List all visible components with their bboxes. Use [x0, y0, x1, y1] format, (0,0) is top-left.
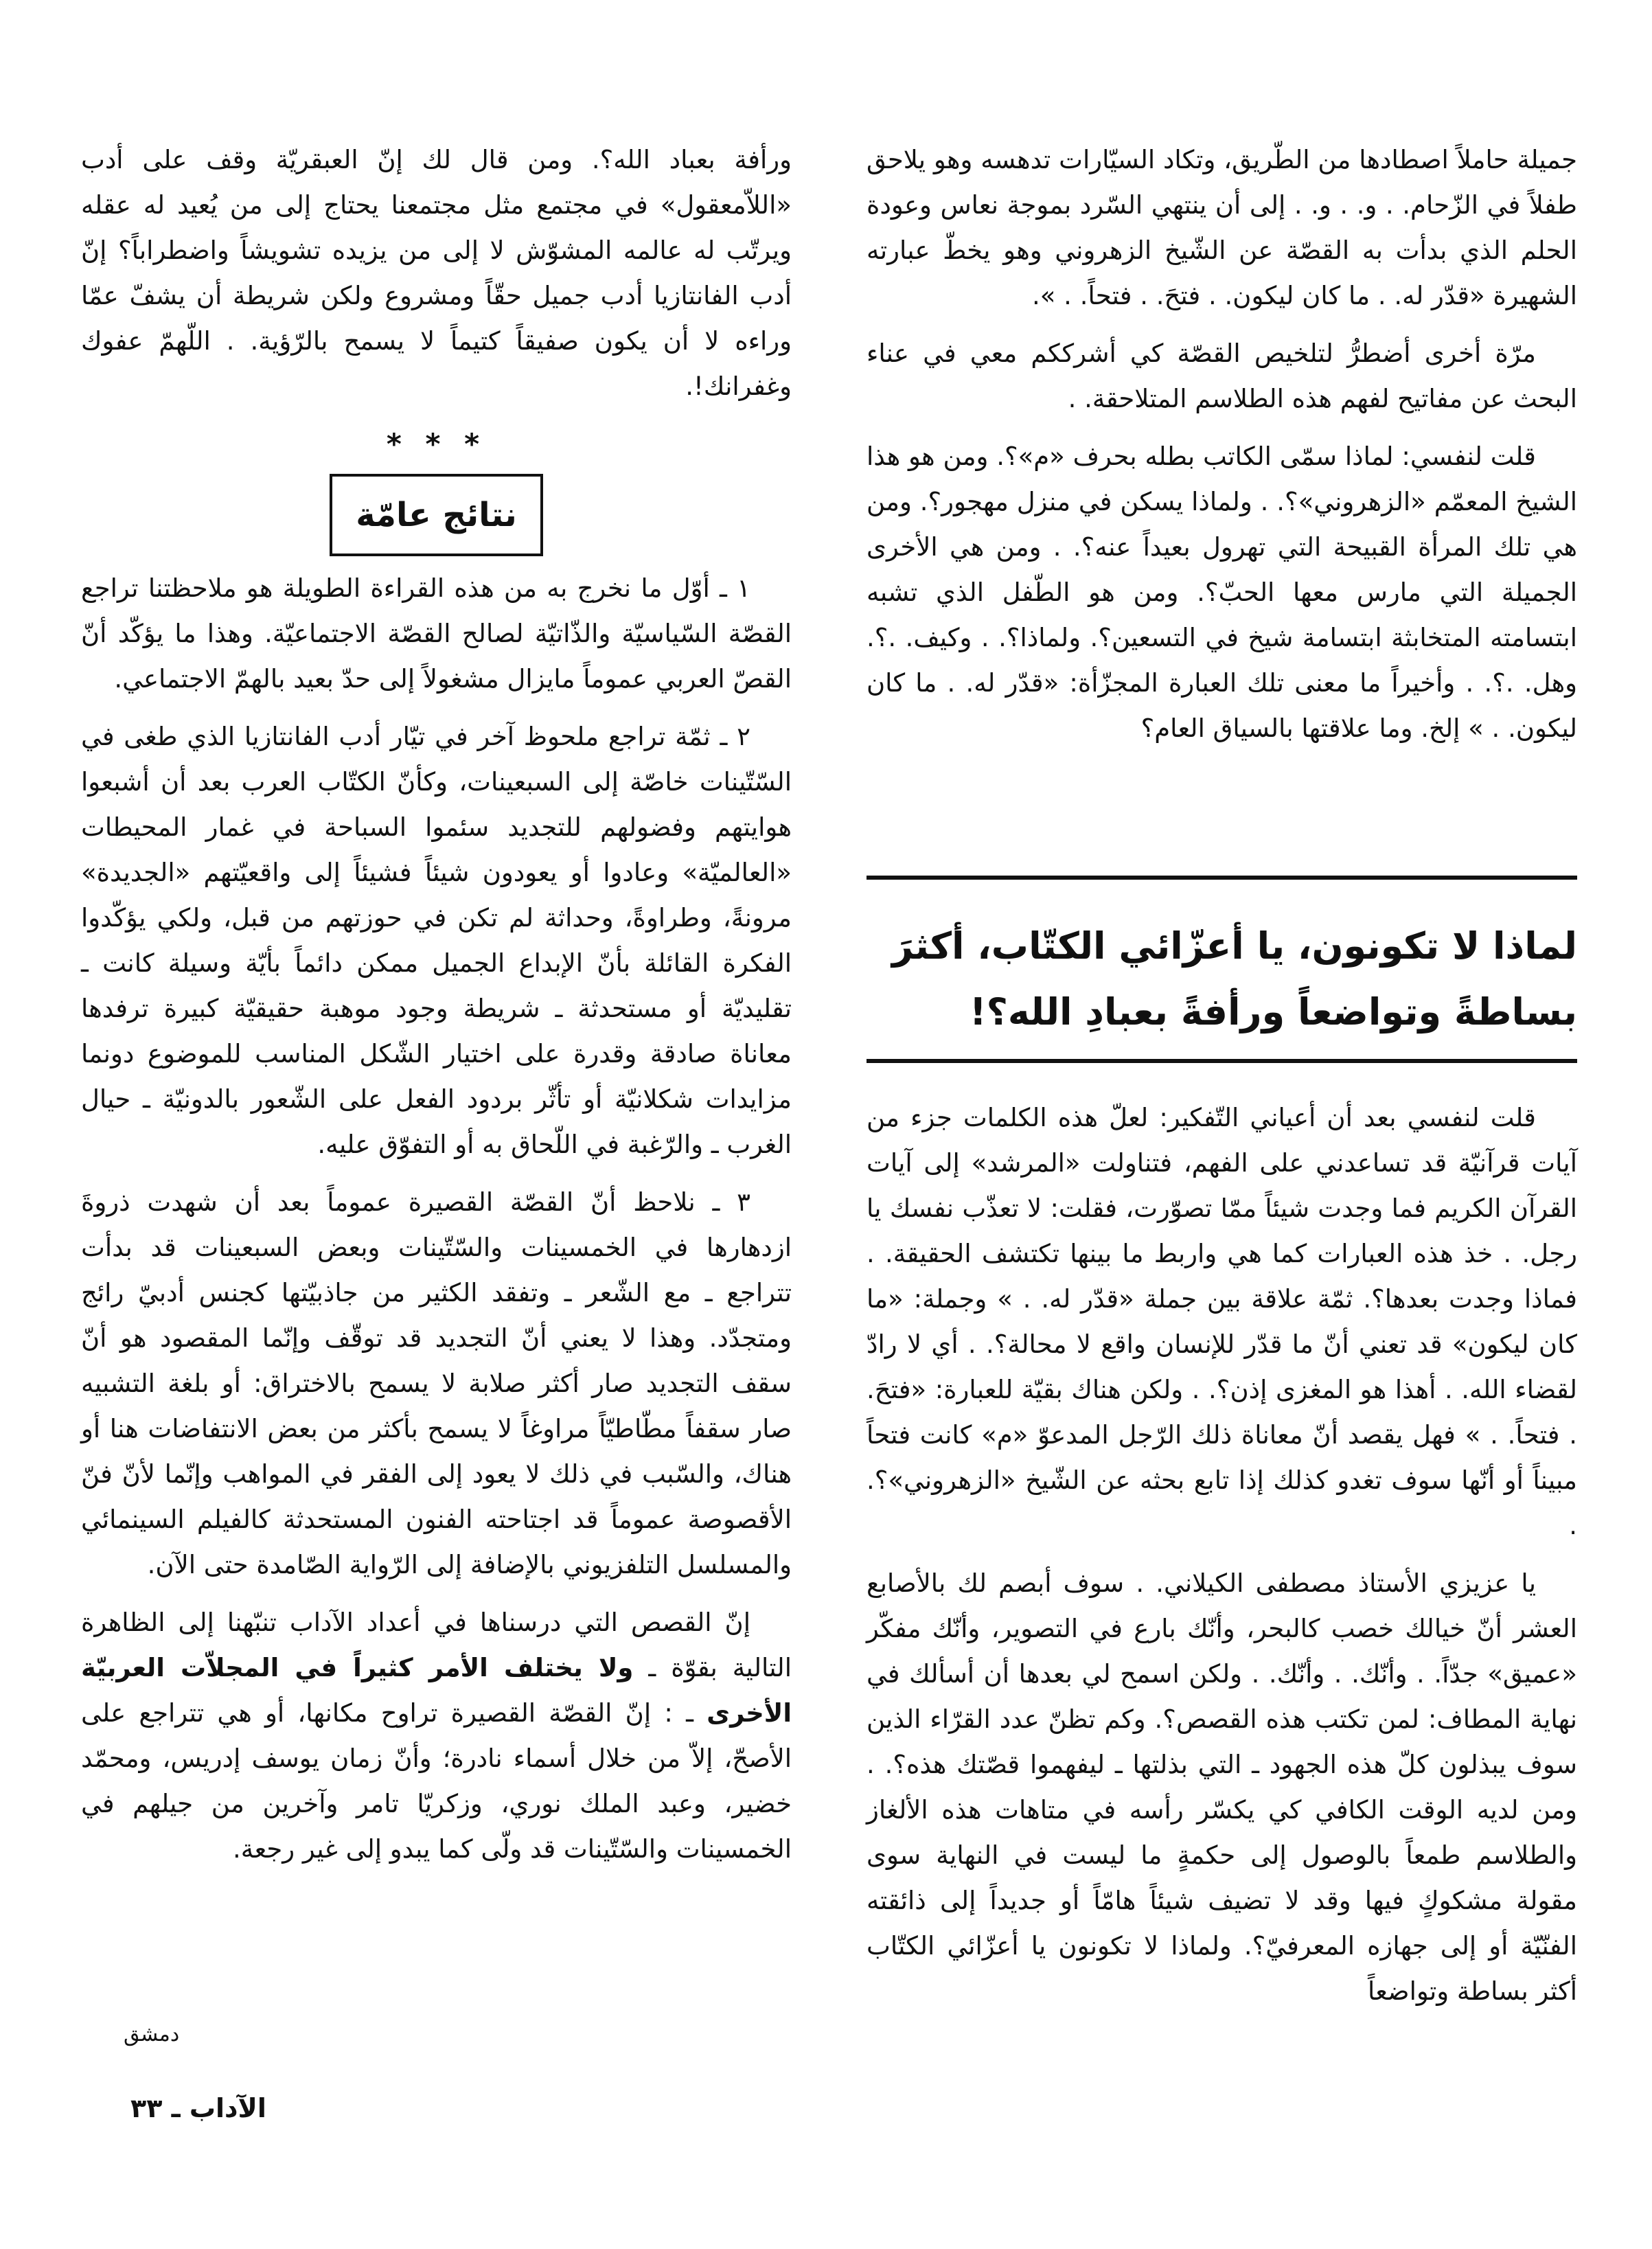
section-separator: * * * [386, 427, 487, 461]
section-title-box: نتائج عامّة [330, 474, 543, 556]
closing-intro: إنّ القصص التي درسناها في أعداد الآداب تنبّهنا إلى الظاهرة التالية بقوّة ـ [81, 1608, 792, 1682]
left-column-text [81, 137, 792, 1884]
closing-bold-aside: ولا يختلف الأمر كثيراً في المجلاّت العربيّة الأخرى [81, 1653, 792, 1728]
closing-rest: ـ : إنّ القصّة القصيرة تراوح مكانها، أو هي تتراجع على الأصحّ، إلاّ من خلال أسماء نادرة؛ وأنّ زمان يوسف إدريس، ومحمّد خضير، وعبد الملك نوري، وزكريّا تامر وآخرين من جيلهم في الخمسينات والسّتّينات قد ولّى كما يبدو إلى غير رجعة. [81, 1698, 792, 1864]
right-column-bottom-text [867, 1095, 1577, 2027]
result-item-2: ٢ ـ ثمّة تراجع ملحوظ آخر في تيّار أدب الفانتازيا الذي طغى في السّتّينات خاصّة إلى السبعينات، وكأنّ الكتّاب العرب بعد أن أشبعوا هوايتهم وفضولهم للتجديد سئموا السباحة في غمار المحيطات «العالميّة» وعادوا أو يعودون شيئاً فشيئاً إلى واقعيّتهم «الجديدة» مرونةً، وطراوةً، وحداثة لم تكن في حوزتهم من قبل، ولكي يؤكّدوا الفكرة القائلة بأنّ الإبداع الجميل ممكن دائماً بأيّة وسيلة كانت ـ تقليديّة أو مستحدثة ـ شريطة وجود موهبة حقيقيّة كبيرة ترفدها معاناة صادقة وقدرة على اختيار الشّكل المناسب للموضوع دونما مزايدات شكلانيّة أو تأثّر بردود الفعل على الشّعور بالدونيّة ـ حيال الغرب ـ والرّغبة في اللّحاق به أو التفوّق عليه. [81, 722, 792, 1159]
headline: لماذا لا تكونون، يا أعزّائي الكتّاب، أكثرَ بساطةً وتواضعاً ورأفةً بعبادِ الله؟! [891, 924, 1577, 1034]
city-signature: دمشق [124, 2022, 180, 2046]
paragraph: قلت لنفسي بعد أن أعياني التّفكير: لعلّ هذه الكلمات جزء من آيات قرآنيّة قد تساعدني على الفهم، فتناولت «المرشد» إلى آيات القرآن الكريم فما وجدت شيئاً ممّا تصوّرت، فقلت: لا تعذّب نفسك يا رجل. . خذ هذه العبارات كما هي واربط ما بينها تكتشف الحقيقة. . فماذا وجدت بعدها؟. ثمّة علاقة بين جملة «قدّر له. . » وجملة: «ما كان ليكون» قد تعني أنّ ما قدّر للإنسان واقع لا محالة؟. . أي لا رادّ لقضاء الله. . أهذا هو المغزى إذن؟. . ولكن هناك بقيّة للعبارة: «فتحَ. . فتحاً. . » فهل يقصد أنّ معاناة ذلك الرّجل المدعوّ «م» كانت فتحاً مبيناً أو أنّها سوف تغدو كذلك إذا تابع بحثه عن الشّيخ «الزهروني»؟. . [867, 1103, 1577, 1540]
paragraph: قلت لنفسي: لماذا سمّى الكاتب بطله بحرف «م»؟. ومن هو هذا الشيخ المعمّم «الزهروني»؟. . ولماذا يسكن في منزل مهجور؟. ومن هي تلك المرأة القبيحة التي تهرول بعيداً عنه؟. . ومن هي الأخرى الجميلة التي مارس معها الحبّ؟. ومن هو الطّفل الذي تشبه ابتسامته المتخابثة ابتسامة شيخ في التسعين؟. ولماذا؟. . وكيف. .؟. وهل. .؟. . وأخيراً ما معنى تلك العبارة المجزّأة: «قدّر له. . ما كان ليكون. . » إلخ. وما علاقتها بالسياق العام؟ [867, 442, 1577, 743]
headline-bottom-rule [867, 1059, 1577, 1063]
result-item-3: ٣ ـ نلاحظ أنّ القصّة القصيرة عموماً بعد أن شهدت ذروةَ ازدهارها في الخمسينات والسّتّينات وبعض السبعينات قد بدأت تتراجع ـ مع الشّعر ـ وتفقد الكثير من جاذبيّتها كجنس أدبيّ رائج ومتجدّد. وهذا لا يعني أنّ التجديد قد توقّف وإنّما المقصود هو أنّ سقف التجديد صار أكثر صلابة لا يسمح بالاختراق: أو بلغة التشبيه صار سقفاً مطّاطيّاً مراوغاً لا يسمح بأكثر من بعض الانتفاضات هنا أو هناك، والسّبب في ذلك لا يعود إلى الفقر في المواهب وإنّما لأنّ فنّ الأقصوصة عموماً قد اجتاحته الفنون المستحدثة كالفيلم السينمائي والمسلسل التلفزيوني بالإضافة إلى الرّواية الصّامدة حتى الآن. [81, 1187, 792, 1579]
paragraph: مرّة أخرى أضطرُّ لتلخيص القصّة كي أشرككم معي في عناء البحث عن مفاتيح لفهم هذه الطلاسم المتلاحقة. . [867, 339, 1577, 413]
page-folio: الآداب ـ ٣٣ [130, 2093, 266, 2123]
result-item-1: ١ ـ أوّل ما نخرج به من هذه القراءة الطويلة هو ملاحظتنا تراجع القصّة السّياسيّة والذّاتيّة لصالح القصّة الاجتماعيّة. وهذا ما يؤكّد أنّ القصّ العربي عموماً مايزال مشغولاً إلى حدّ بعيد بالهمّ الاجتماعي. [81, 573, 792, 694]
paragraph: ورأفة بعباد الله؟. ومن قال لك إنّ العبقريّة وقف على أدب «اللاّمعقول» في مجتمع مثل مجتمعنا يحتاج إلى من يُعيد له عقله ويرتّب له عالمه المشوّش لا إلى من يزيده تشويشاً واضطراباً؟ إنّ أدب الفانتازيا أدب جميل حقّاً ومشروع ولكن شريطة أن يشفّ عمّا وراءه لا أن يكون صفيقاً كتيماً لا يسمح بالرّؤية. . اللّهمّ عفوك وغفرانك!. [81, 145, 792, 401]
paragraph: جميلة حاملاً اصطادها من الطّريق، وتكاد السيّارات تدهسه وهو يلاحق طفلاً في الزّحام. . و. . و. . إلى أن ينتهي السّرد بموجة نعاس وعودة الحلم الذي بدأت به القصّة عن الشّيخ الزهروني وهو يخطّ عبارته الشهيرة «قدّر له. . ما كان ليكون. . فتحَ. . فتحاً. . ». [867, 145, 1577, 310]
paragraph: يا عزيزي الأستاذ مصطفى الكيلاني. . سوف أبصم لك بالأصابع العشر أنّ خيالك خصب كالبحر، وأنّك بارع في التصوير، وأنّك مفكّر «عميق» جدّاً. . وأنّك. . وأنّك. . ولكن اسمح لي بعدها أن أسألك في نهاية المطاف: لمن تكتب هذه القصص؟. وكم تظنّ عدد القرّاء الذين سوف يبذلون كلّ هذه الجهود ـ التي بذلتها ـ ليفهموا قصّتك هذه؟. . ومن لديه الوقت الكافي كي يكسّر رأسه في متاهات هذه الألغاز والطلاسم طمعاً بالوصول إلى حكمةٍ ما ليست في النهاية سوى مقولة مشكوكٍ فيها وقد لا تضيف شيئاً هامّاً أو جديداً إلى ذائقته الفنّيّة أو إلى جهازه المعرفيّ؟. ولماذا لا تكونون يا أعزّائي الكتّاب أكثر بساطة وتواضعاً [867, 1568, 1577, 2006]
closing-paragraph [81, 1600, 792, 1872]
right-column-top-text [867, 137, 1577, 764]
headline-top-rule [867, 876, 1577, 880]
